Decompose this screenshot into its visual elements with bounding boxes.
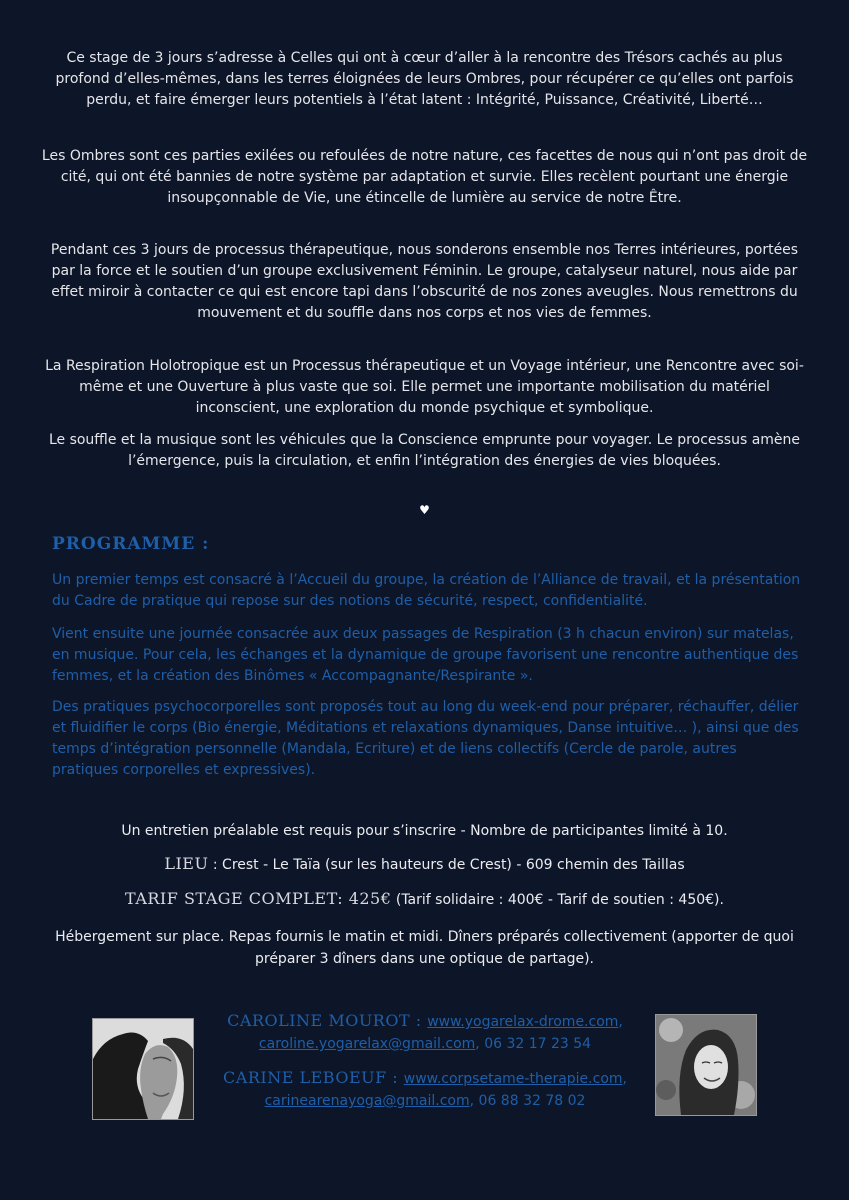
website-link[interactable]: www.yogarelax-drome.com [427, 1014, 619, 1030]
intro-paragraph-2: Les Ombres sont ces parties exilées ou refoulées de notre nature, ces facettes de nous qui n’ont pas droit de cité, qui ont été bannies de notre système par adaptation et survie. Elles recèlent pourtant une énergie insoupçonnable de Vie, une étincelle de lumière au service de notre Être. [41, 148, 808, 206]
programme-paragraph-1: Un premier temps est consacré à l’Accueil du groupe, la création de l’Alliance de travail, et la présentation du Cadre de pratique qui repose sur des notions de sécurité, respect, confidentialité. [52, 572, 801, 609]
entretien-note: Un entretien préalable est requis pour s’inscrire - Nombre de participantes limité à 10. [121, 823, 728, 839]
contact-name: CARINE LEBOEUF : [223, 1068, 404, 1087]
heart-divider-icon: ♥ [419, 503, 430, 517]
lieu-label: LIEU [164, 854, 209, 873]
tarif-value: (Tarif solidaire : 400€ - Tarif de soutien : 450€). [391, 892, 724, 908]
programme-paragraph-2: Vient ensuite une journée consacrée aux deux passages de Respiration (3 h chacun environ) sur matelas, en musique. Pour cela, les échanges et la dynamique de groupe favorisent une rencontre authentique des femmes, et la création des Binômes « Accompagnante/Respirante ». [52, 626, 799, 684]
phone-number: , 06 88 32 78 02 [469, 1093, 586, 1109]
programme-title: PROGRAMME : [52, 534, 210, 554]
intro-paragraph-1: Ce stage de 3 jours s’adresse à Celles qui ont à cœur d’aller à la rencontre des Trésors cachés au plus profond d’elles-mêmes, dans les terres éloignées de leurs Ombres, pour récupérer ce qu’elles ont parfois perdu, et faire émerger leurs potentiels à l’état latent : Intégrité, Puissance, Créativité, Liberté… [55, 50, 794, 108]
hebergement-note: Hébergement sur place. Repas fournis le matin et midi. Dîners préparés collectivement (apporter de quoi préparer 3 dîners dans une optique de partage). [55, 929, 794, 967]
carine-portrait-photo [655, 1014, 757, 1116]
lieu-value: : Crest - Le Taïa (sur les hauteurs de Crest) - 609 chemin des Taillas [208, 857, 685, 873]
intro-paragraph-4: La Respiration Holotropique est un Processus thérapeutique et un Voyage intérieur, une Rencontre avec soi-même et une Ouverture à plus vaste que soi. Elle permet une importante mobilisation du matériel inconscient, une exploration du monde psychique et symbolique. [45, 358, 804, 416]
email-link[interactable]: caroline.yogarelax@gmail.com [258, 1036, 476, 1052]
intro-paragraph-3: Pendant ces 3 jours de processus thérapeutique, nous sonderons ensemble nos Terres intérieures, portées par la force et le soutien d’un groupe exclusivement Féminin. Le groupe, catalyseur naturel, nous aide par effet miroir à contacter ce qui est encore tapi dans l’obscurité de nos zones aveugles. Nous remettrons du mouvement et du souffle dans nos corps et nos vies de femmes. [50, 242, 799, 321]
lieu-line [30, 853, 819, 876]
tarif-line [30, 888, 819, 911]
email-link[interactable]: carinearenayoga@gmail.com [264, 1093, 470, 1109]
caroline-portrait-photo [92, 1018, 194, 1120]
intro-paragraph-5: Le souffle et la musique sont les véhicules que la Conscience emprunte pour voyager. Le processus amène l’émergence, puis la circulation, et enfin l’intégration des énergies de vies bloquées. [48, 432, 801, 469]
phone-number: , 06 32 17 23 54 [475, 1036, 592, 1052]
punctuation: , [618, 1014, 623, 1030]
tarif-label: TARIF STAGE COMPLET: 425€ [125, 889, 392, 908]
punctuation: , [622, 1071, 627, 1087]
programme-paragraph-3: Des pratiques psychocorporelles sont proposés tout au long du week-end pour préparer, réchauffer, délier et fluidifier le corps (Bio énergie, Méditations et relaxations dynamiques, Danse intuitive… ), ainsi que des temps d’intégration personnelle (Mandala, Ecriture) et de liens collectifs (Cercle de parole, autres pratiques corporelles et expressives). [52, 699, 799, 778]
contact-caroline [210, 1010, 640, 1055]
contact-name: CAROLINE MOUROT : [227, 1011, 428, 1030]
contact-carine [210, 1067, 640, 1112]
website-link[interactable]: www.corpsetame-therapie.com [403, 1071, 623, 1087]
